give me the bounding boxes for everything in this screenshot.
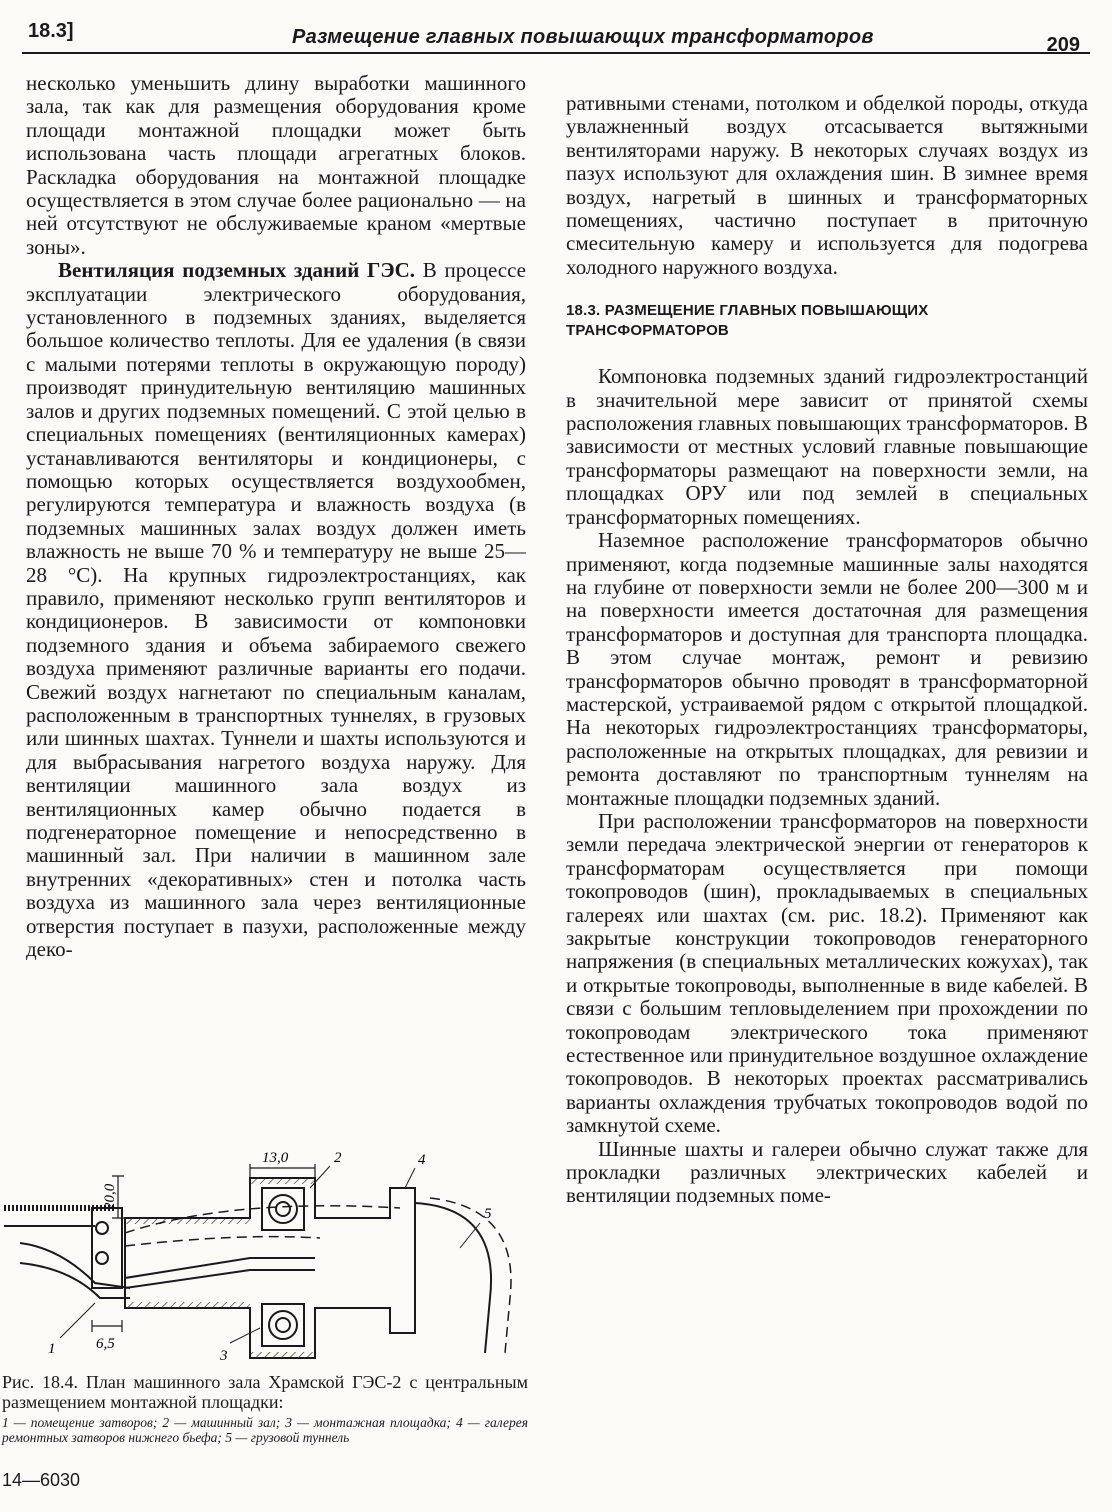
figure-legend: 1 — помещение затворов; 2 — машинный зал; 3 — монтажная площадка; 4 — галерея ремонтных затворов нижнего бьефа; 5 — грузовой туннель <box>2 1415 528 1445</box>
figure-plan-drawing <box>0 1138 530 1368</box>
dimension-label-left: 20,0 <box>102 1183 118 1210</box>
left-column <box>26 72 526 961</box>
figure-callout-4: 4 <box>418 1152 426 1168</box>
figure-callout-5: 5 <box>484 1206 492 1222</box>
paragraph: При расположении трансформаторов на поверхности земли передача электрической энергии от генераторов к трансформаторам осуществляется при помощи токопроводов (шин), прокладываемых в специальных галереях или шахтах (см. рис. 18.2). Применяют как закрытые конструкции токопроводов генераторного напряжения (в специальных металлических кожухах), так и открытые токопроводы, выполненные в виде кабелей. В связи с большим тепловыделением при прохождении по токопроводам электрического тока применяют естественное или принудительное воздушное охлаждение токопроводов. В некоторых проектах рассматривались варианты охлаждения трубчатых токопроводов водой по замкнутой схеме. <box>566 808 1088 1138</box>
header-running-title: Размещение главных повышающих трансформаторов <box>292 26 874 48</box>
figure-callout-1: 1 <box>48 1341 56 1357</box>
page-number: 209 <box>1046 34 1080 56</box>
paragraph-continuation: ративными стенами, потолком и обделкой породы, откуда увлажненный воздух отсасывается вытяжными вентиляторами наружу. В некоторых случаях воздух из пазух используют для охлаждения шин. В зимнее время воздух, нагретый в шинных и трансформаторных помещениях, частично поступает в приточную смесительную камеру и используется для подогрева холодного наружного воздуха. <box>566 91 1088 279</box>
plan-drawing <box>0 1138 530 1368</box>
paragraph: Шинные шахты и галереи обычно служат также для прокладки различных электрических кабелей и вентиляции подземных поме- <box>566 1136 1088 1208</box>
paragraph: Наземное расположение трансформаторов обычно применяют, когда подземные машинные залы находятся на глубине от поверхности земли не более 200—300 м и на поверхности имеется достаточная для размещения трансформаторов и доступная для транспорта площадка. В этом случае монтаж, ремонт и ревизию трансформаторов обычно проводят в трансформаторной мастерской, устраиваемой рядом с открытой площадкой. На некоторых гидроэлектростанциях трансформаторы, расположенные на открытых площадках, для ревизии и ремонта доставляют по транспортным туннелям на монтажные площадки подземных зданий. <box>566 528 1088 810</box>
figure-callout-2: 2 <box>334 1150 342 1166</box>
section-heading: 18.3. РАЗМЕЩЕНИЕ ГЛАВНЫХ ПОВЫШАЮЩИХ ТРАНСФОРМАТОРОВ <box>566 302 929 340</box>
figure-caption: Рис. 18.4. План машинного зала Храмской ГЭС-2 с центральным размещением монтажной площадки: <box>2 1372 528 1412</box>
running-header <box>22 8 1090 54</box>
runin-heading: Вентиляция подземных зданий ГЭС. <box>58 258 416 283</box>
paragraph-ventilation-text: В процессе эксплуатации электрического оборудования, установленного в подземных зданиях, выделяется большое количество теплоты. Для ее удаления (в связи с малыми потерями теплоты в окружающую породу) производят принудительную вентиляцию машинных залов и других подземных помещений. С этой целью в специальных помещениях (вентиляционных камерах) устанавливаются вентиляторы и кондиционеры, с помощью которых осуществляется воздухообмен, регулируются температура и влажность воздуха (в подземных машинных залах воздух должен иметь влажность не выше 70 % и температуру не выше 25—28 °С). На крупных гидроэлектростанциях, как правило, применяют несколько групп вентиляторов и кондиционеров. В зависимости от компоновки подземного здания и объема забираемого свежего воздуха применяют различные варианты его подачи. Свежий воздух нагнетают по специальным каналам, расположенным в транспортных туннелях, в грузовых или шинных шахтах. Туннели и шахты используются и для выбрасывания нагретого воздуха наружу. Для вентиляции машинного зала воздух из вентиляционных камер обычно подается в подгенераторное помещение и непосредственно в машинный зал. При наличии в машинном зале внутренних «декоративных» стен и потолка часть воздуха из машинного зала через вентиляционные отверстия поступает в пазухи, расположенные между деко- <box>26 258 527 962</box>
figure-callout-3: 3 <box>220 1348 228 1364</box>
header-section-number: 18.3] <box>28 20 74 42</box>
printer-signature: 14—6030 <box>2 1470 81 1490</box>
paragraph-continuation: несколько уменьшить длину выработки машинного зала, так как для размещения оборудования кроме площади монтажной площадки может быть использована часть площади агрегатных блоков. Раскладка оборудования на монтажной площадке осуществляется в этом случае более рационально — на ней отсутствуют не обслуживаемые краном «мертвые зоны». <box>26 71 526 259</box>
right-column <box>566 92 1088 1208</box>
dimension-label-top: 13,0 <box>262 1150 289 1166</box>
paragraph: Компоновка подземных зданий гидроэлектростанций в значительной мере зависит от принятой схемы расположения главных повышающих трансформаторов. В зависимости от местных условий главные повышающие трансформаторы размещают на поверхности земли, на площадках ОРУ или под землей в специальных трансформаторных помещениях. <box>566 364 1088 529</box>
dimension-label-bottom: 6,5 <box>96 1336 115 1352</box>
paragraph-ventilation <box>26 259 526 961</box>
